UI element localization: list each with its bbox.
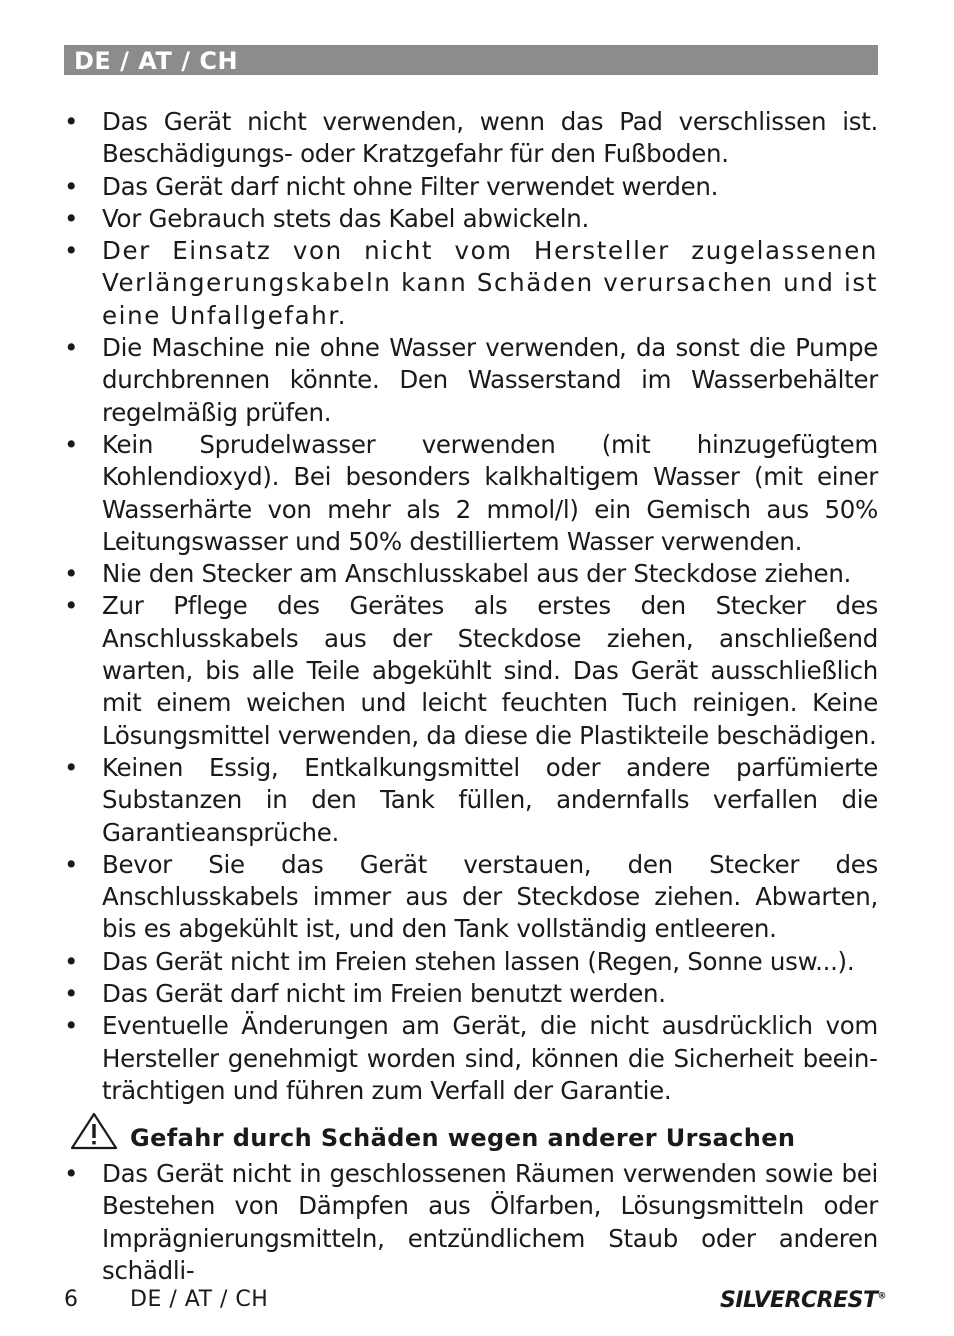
bullet: • — [64, 429, 79, 459]
bullet: • — [64, 559, 79, 589]
bullet: • — [64, 591, 79, 621]
bullet: • — [64, 849, 79, 879]
footer-country: DE / AT / CH — [130, 1287, 269, 1312]
bullet: • — [64, 1011, 79, 1041]
list-item: • Das Gerät darf nicht im Freien benutzt werden. — [64, 978, 878, 1010]
bullet: • — [64, 171, 79, 201]
bullet: • — [64, 333, 79, 363]
safety-list — [64, 106, 878, 1107]
list-item: • Vor Gebrauch stets das Kabel abwickeln. — [64, 203, 878, 235]
section-header-label: DE / AT / CH — [74, 47, 239, 75]
brand-logo — [720, 1288, 886, 1313]
section-header-bar — [64, 45, 878, 75]
registered-mark: ® — [877, 1291, 886, 1302]
list-item: • Zur Pflege des Gerätes als erstes den Stecker des Anschlusskabels aus der Steckdose ziehen, anschließend warten, bis alle Teile abgekühlt sind. Das Gerät ausschließlich mit einem weichen und leicht feuchten Tuch reinigen. Keine Lösungsmittel verwenden, da diese die Plastikteile beschädigen. — [64, 591, 878, 750]
bullet: • — [64, 946, 79, 976]
brand-name: SILVERCREST — [720, 1288, 878, 1313]
bullet: • — [64, 1159, 79, 1188]
warning-triangle-icon — [70, 1112, 118, 1154]
bullet: • — [64, 203, 79, 233]
bullet: • — [64, 107, 79, 136]
bullet: • — [64, 979, 79, 1009]
list-item: • Bevor Sie das Gerät verstauen, den Stecker des Anschlusskabels immer aus der Steckdose ziehen. Abwarten, bis es abgekühlt ist, und den Tank vollständig entleeren. — [64, 849, 878, 944]
bullet: • — [64, 752, 79, 782]
list-item: • Die Maschine nie ohne Wasser verwenden, da sonst die Pumpe durchbrennen könnte. Den Wasserstand im Wasserbehälter regelmäßig prüfen. — [64, 333, 878, 427]
warning-title: Gefahr durch Schäden wegen anderer Ursachen — [130, 1124, 796, 1152]
list-item: • Nie den Stecker am Anschlusskabel aus der Steckdose ziehen. — [64, 558, 878, 590]
list-item: • Das Gerät nicht verwenden, wenn das Pad verschlissen ist. Beschädigungs- oder Kratzgefahr für den Fußboden. — [64, 107, 878, 169]
warning-list — [64, 1158, 878, 1287]
bullet: • — [64, 236, 81, 266]
list-item: • Keinen Essig, Entkalkungsmittel oder andere parfümierte Substanzen in den Tank füllen, andernfalls verfallen die Garantieansprüche. — [64, 752, 878, 847]
list-item: • Der Einsatz von nicht vom Hersteller zugelassenen Verlängerungskabeln kann Schäden verursachen und ist eine Unfallgefahr. — [64, 236, 878, 330]
list-item: • Eventuelle Änderungen am Gerät, die nicht ausdrücklich vom Hersteller genehmigt worden sind, können die Sicherheit beeinträchtigen und führen zum Verfall der Garantie. — [64, 1011, 878, 1105]
page-number: 6 — [64, 1287, 78, 1312]
warning-heading — [64, 1112, 878, 1152]
list-item: • Das Gerät darf nicht ohne Filter verwendet werden. — [64, 171, 878, 203]
list-item: • Das Gerät nicht im Freien stehen lassen (Regen, Sonne usw...). — [64, 946, 878, 978]
list-item: • Das Gerät nicht in geschlossenen Räumen verwenden sowie bei Bestehen von Dämpfen aus Ölfarben, Lösungsmitteln oder Imprägnierungsmitteln, entzündlichem Staub oder anderen schädli- — [64, 1159, 878, 1285]
list-item: • Kein Sprudelwasser verwenden (mit hinzugefügtem Kohlendioxyd). Bei besonders kalkhaltigem Wasser (mit einer Wasserhärte von mehr als 2 mmol/l) ein Gemisch aus 50% Leitungswasser und 50% destilliertem Wasser verwenden. — [64, 429, 878, 556]
